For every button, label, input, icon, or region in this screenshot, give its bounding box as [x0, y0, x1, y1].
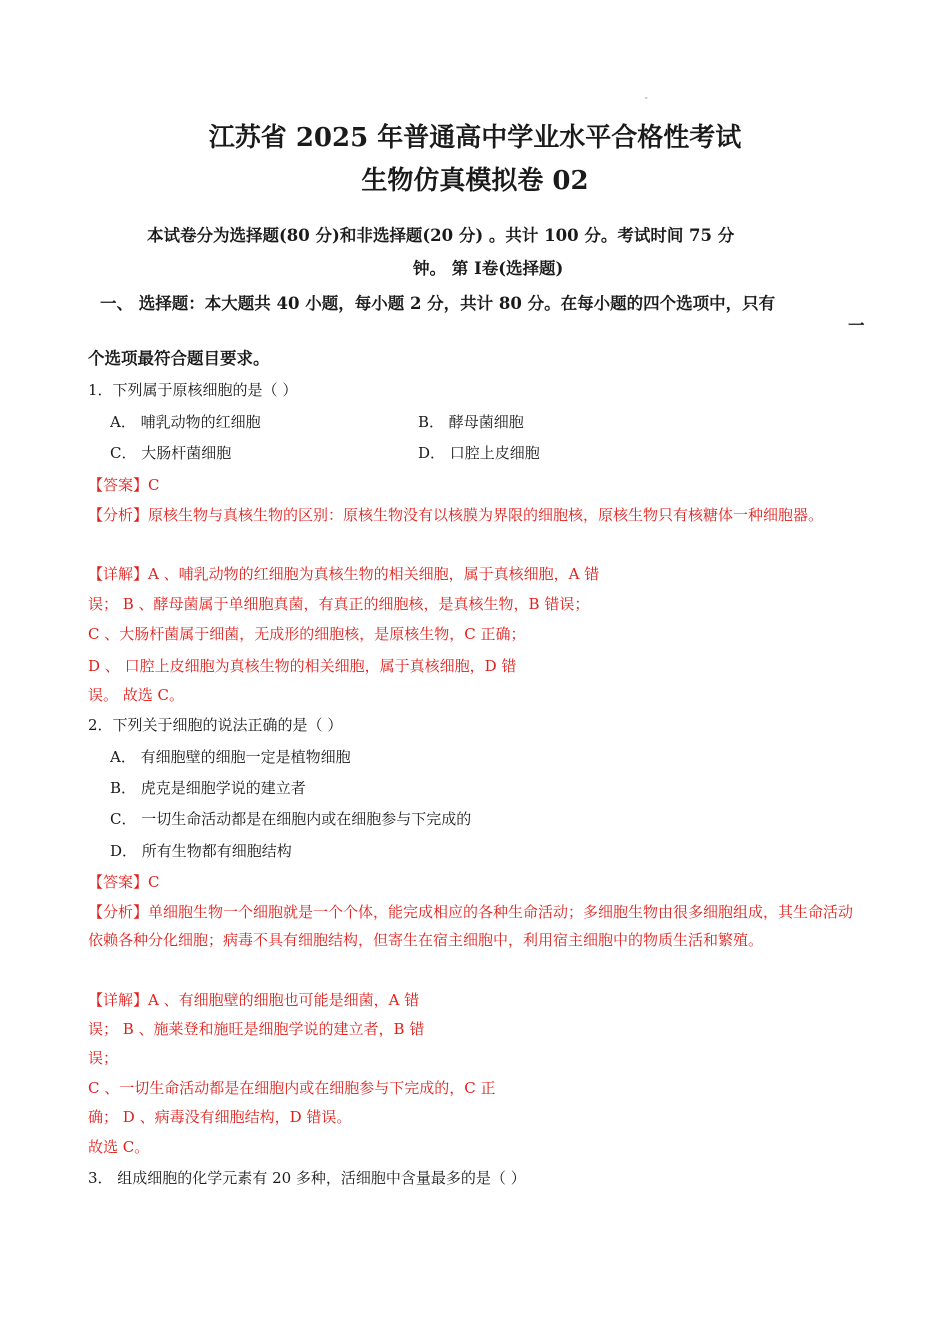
- question-2-detail-line: 误； B 、施莱登和施旺是细胞学说的建立者，B 错: [88, 1020, 425, 1038]
- question-1-detail-line: 误。 故选 C。: [88, 686, 185, 704]
- question-1-stem: 1．下列属于原核细胞的是（ ）: [88, 381, 298, 399]
- intro-line-1: 本试卷分为选择题(80 分)和非选择题(20 分) 。共计 100 分。考试时间 75 分: [147, 226, 735, 245]
- question-1-analysis: 【分析】原核生物与真核生物的区别：原核生物没有以核膜为界限的细胞核，原核生物只有核糖体一种细胞器。: [88, 506, 824, 524]
- question-1-option-d: D． 口腔上皮细胞: [418, 444, 540, 462]
- question-1-detail-line: 误； B 、酵母菌属于单细胞真菌，有真正的细胞核，是真核生物，B 错误；: [88, 595, 590, 613]
- question-1-answer: 【答案】C: [88, 476, 160, 494]
- question-2-detail-line: 【详解】A 、有细胞壁的细胞也可能是细菌，A 错: [88, 991, 420, 1009]
- question-2-detail-line: 确； D 、病毒没有细胞结构，D 错误。: [88, 1108, 352, 1126]
- question-3-stem: 3． 组成细胞的化学元素有 20 多种，活细胞中含量最多的是（ ）: [88, 1169, 526, 1187]
- question-2-option-d: D． 所有生物都有细胞结构: [110, 842, 292, 860]
- question-1-detail-line: C 、大肠杆菌属于细菌，无成形的细胞核，是原核生物，C 正确；: [88, 625, 526, 643]
- question-1-detail-line: 【详解】A 、哺乳动物的红细胞为真核生物的相关细胞，属于真核细胞，A 错: [88, 565, 600, 583]
- question-1-detail-line: D 、 口腔上皮细胞为真核生物的相关细胞，属于真核细胞，D 错: [88, 657, 517, 675]
- question-2-option-b: B． 虎克是细胞学说的建立者: [110, 779, 306, 797]
- header-mark: ": [645, 97, 648, 104]
- question-2-answer: 【答案】C: [88, 873, 160, 891]
- question-2-detail-line: 误；: [88, 1049, 119, 1067]
- section-heading-end: 个选项最符合题目要求。: [88, 349, 270, 368]
- section-heading-continued: 一: [848, 316, 865, 335]
- page-title: 江苏省 2025 年普通高中学业水平合格性考试: [208, 123, 742, 153]
- section-heading: 一、 选择题：本大题共 40 小题，每小题 2 分，共计 80 分。在每小题的四个选项中，只有: [100, 294, 776, 313]
- question-2-detail-line: 故选 C。: [88, 1138, 150, 1156]
- question-1-option-c: C． 大肠杆菌细胞: [110, 444, 232, 462]
- question-2-option-a: A． 有细胞壁的细胞一定是植物细胞: [110, 748, 351, 766]
- question-2-stem: 2．下列关于细胞的说法正确的是（ ）: [88, 716, 343, 734]
- page-subtitle: 生物仿真模拟卷 02: [361, 166, 589, 196]
- question-1-option-a: A． 哺乳动物的红细胞: [110, 413, 261, 431]
- question-2-analysis: 【分析】单细胞生物一个细胞就是一个个体，能完成相应的各种生命活动；多细胞生物由很多细胞组成，其生命活动依赖各种分化细胞；病毒不具有细胞结构，但寄生在宿主细胞中，利用宿主细胞中的物质生活和繁殖。: [88, 903, 854, 949]
- question-2-detail-line: C 、一切生命活动都是在细胞内或在细胞参与下完成的，C 正: [88, 1079, 496, 1097]
- question-1-option-b: B． 酵母菌细胞: [418, 413, 524, 431]
- question-2-option-c: C． 一切生命活动都是在细胞内或在细胞参与下完成的: [110, 810, 472, 828]
- intro-line-2: 钟。 第 Ⅰ卷(选择题): [413, 259, 564, 278]
